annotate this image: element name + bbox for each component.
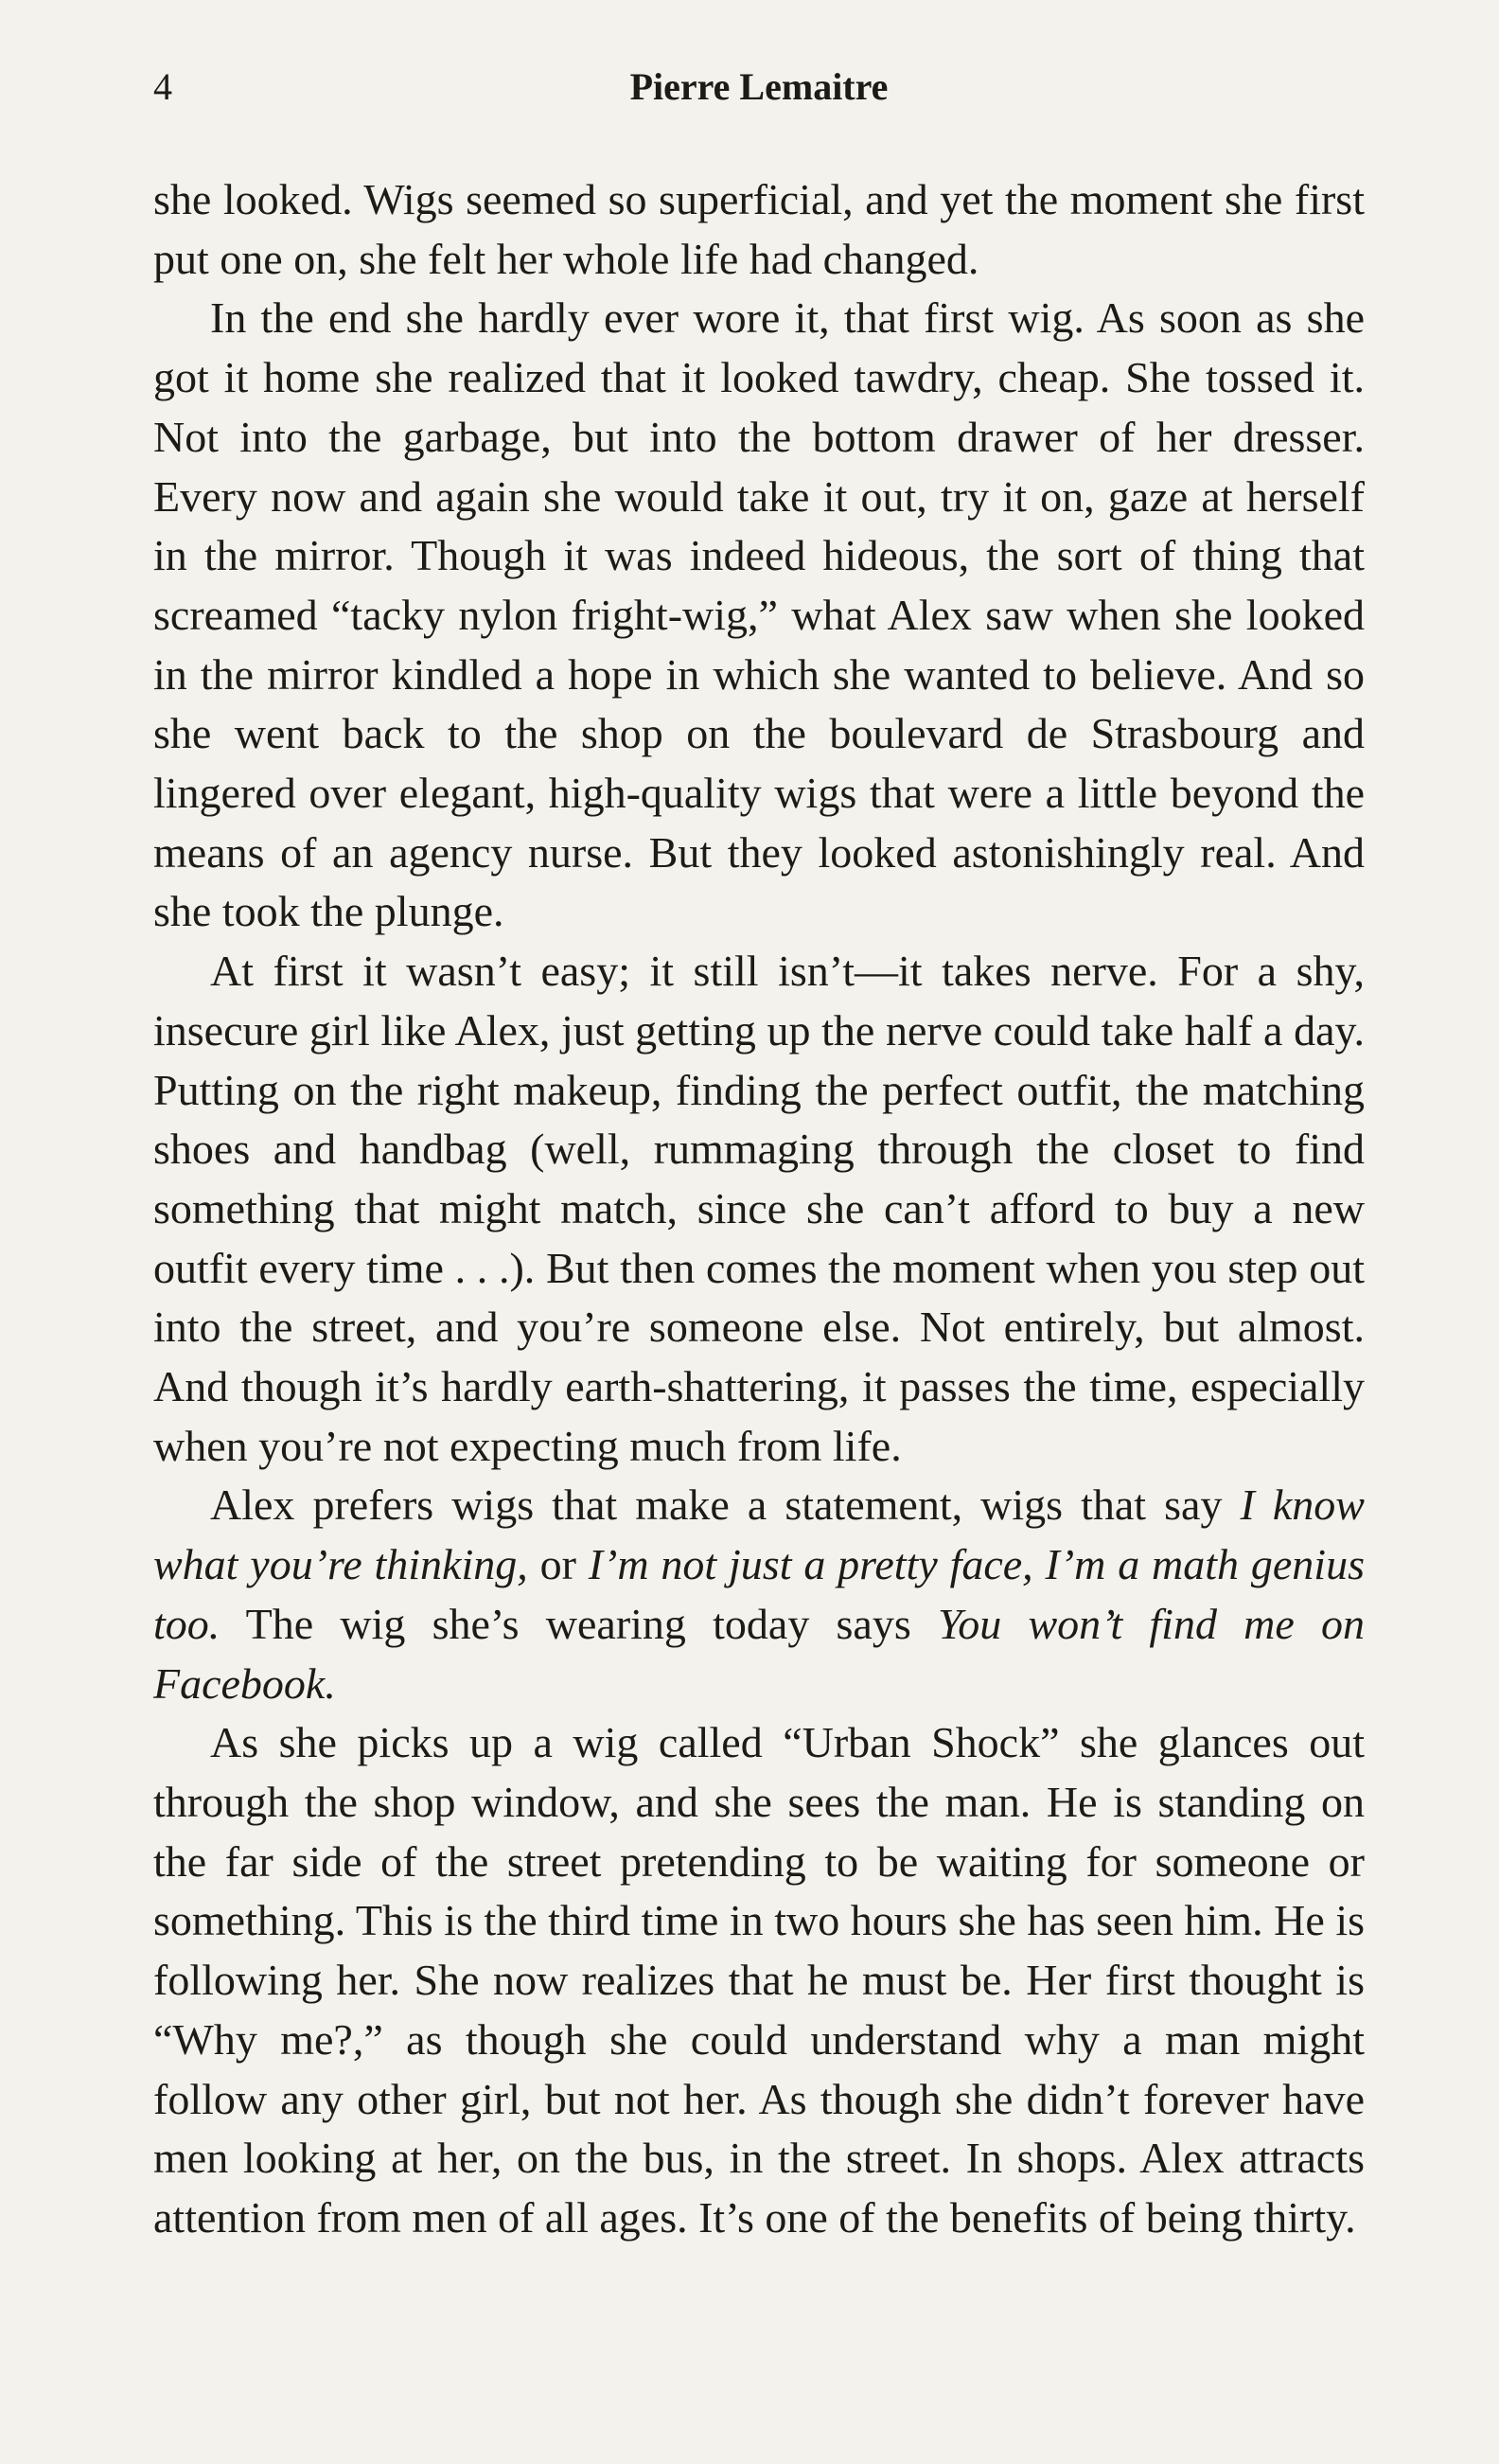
paragraph-text-run: The wig she’s wearing today says: [220, 1599, 938, 1648]
body-text: [153, 170, 1365, 2248]
page-number: 4: [153, 65, 172, 108]
italic-phrase: I know what you’re thinking,: [153, 1480, 1365, 1589]
paragraph-first-wig: In the end she hardly ever wore it, that first wig. As soon as she got it home she realized that it looked tawdry, cheap. She tossed it. Not into the garbage, but into the bottom drawer of her dresser. Every now and again she would take it out, try it on, gaze at herself in the mirror. Though it was indeed hideous, the sort of thing that screamed “tacky nylon fright-wig,” what Alex saw when she looked in the mirror kindled a hope in which she wanted to believe. And so she went back to the shop on the boulevard de Strasbourg and lingered over elegant, high-quality wigs that were a little beyond the means of an agency nurse. But they looked astonishingly real. And she took the plunge.: [153, 293, 1365, 936]
running-head-author: Pierre Lemaitre: [629, 65, 889, 108]
paragraph-text-run: or: [527, 1540, 589, 1589]
running-head: [153, 61, 1365, 114]
paragraph-takes-nerve: At first it wasn’t easy; it still isn’t—it takes nerve. For a shy, insecure girl like Alex, just getting up the nerve could take half a day. Putting on the right makeup, finding the perfect outfit, the matching shoes and handbag (well, rummaging through the closet to find something that might match, since she can’t afford to buy a new outfit every time . . .). But then comes the moment when you step out into the street, and you’re someone else. Not entirely, but almost. And though it’s hardly earth-shattering, it passes the time, especially when you’re not expecting much from life.: [153, 947, 1365, 1470]
italic-phrase: I’m not just a pretty face, I’m a math genius too.: [153, 1540, 1365, 1648]
paragraph-wig-statements: [153, 1476, 1365, 1713]
paragraph-the-man: As she picks up a wig called “Urban Shock” she glances out through the shop window, and she sees the man. He is standing on the far side of the street pretending to be waiting for someone or something. This is the third time in two hours she has seen him. He is following her. She now realizes that he must be. Her first thought is “Why me?,” as though she could understand why a man might follow any other girl, but not her. As though she didn’t forever have men looking at her, on the bus, in the street. In shops. Alex attracts attention from men of all ages. It’s one of the benefits of being thirty.: [153, 1718, 1365, 2242]
paragraph-continued: she looked. Wigs seemed so superficial, and yet the moment she first put one on, she felt her whole life had changed.: [153, 175, 1365, 283]
italic-phrase: You won’t find me on Facebook.: [153, 1599, 1365, 1708]
paragraph-text-run: Alex prefers wigs that make a statement, wigs that say: [210, 1480, 1241, 1530]
